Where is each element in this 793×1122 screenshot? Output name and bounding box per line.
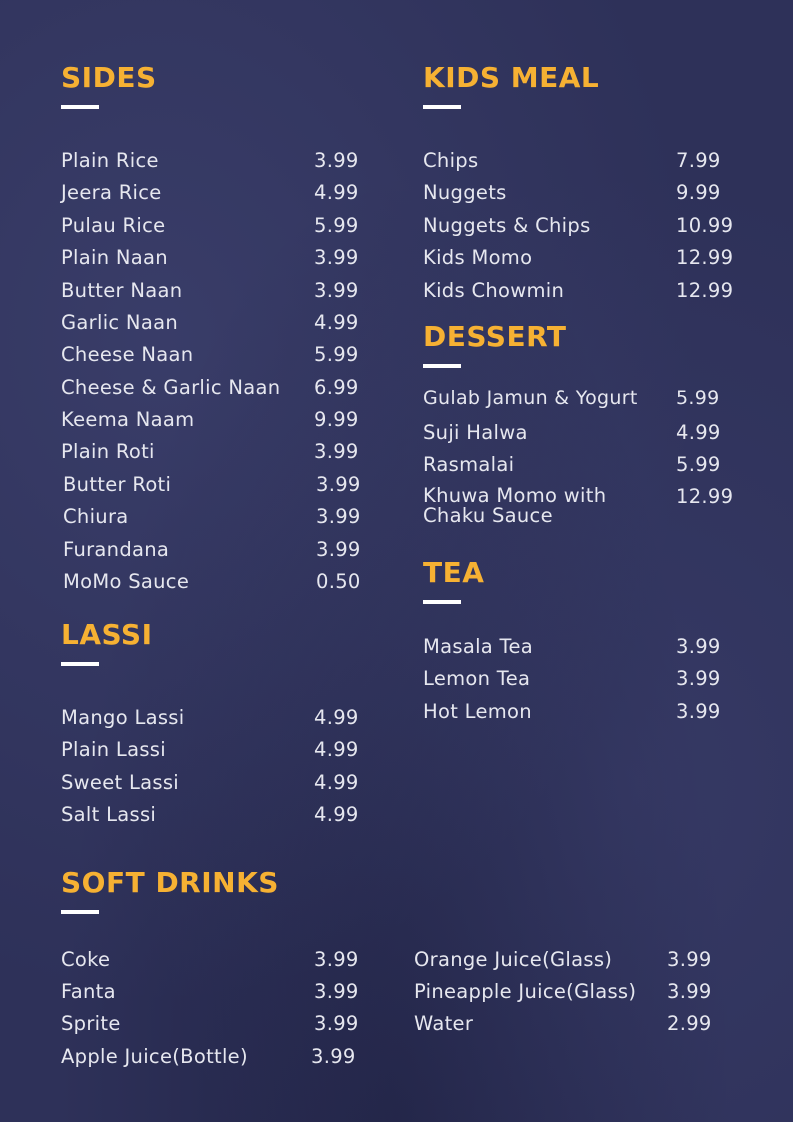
section-kids-meal bbox=[423, 61, 734, 302]
item-name: Sprite bbox=[61, 1012, 121, 1035]
item-name: Cheese Naan bbox=[61, 343, 194, 366]
item-name: Jeera Rice bbox=[61, 181, 162, 204]
item-name: Sweet Lassi bbox=[61, 771, 180, 794]
item-name: Nuggets & Chips bbox=[423, 214, 591, 237]
item-price: 3.99 bbox=[316, 538, 361, 561]
item-price: 5.99 bbox=[314, 214, 359, 237]
item-name: Chips bbox=[423, 149, 479, 172]
title-underline bbox=[61, 662, 99, 666]
item-price: 4.99 bbox=[314, 706, 359, 729]
item-price: 4.99 bbox=[314, 771, 359, 794]
item-price: 3.99 bbox=[316, 473, 361, 496]
section-sides bbox=[61, 61, 361, 593]
item-price: 3.99 bbox=[311, 1045, 356, 1068]
item-name: Keema Naam bbox=[61, 408, 195, 431]
title-underline bbox=[423, 105, 461, 109]
item-price: 3.99 bbox=[676, 700, 721, 723]
section-lassi bbox=[61, 618, 359, 826]
item-price: 3.99 bbox=[314, 948, 359, 971]
section-title: LASSI bbox=[61, 618, 153, 651]
item-price: 10.99 bbox=[676, 214, 734, 237]
item-price: 2.99 bbox=[667, 1012, 712, 1035]
item-name: Orange Juice(Glass) bbox=[414, 948, 613, 971]
item-price: 3.99 bbox=[314, 279, 359, 302]
item-name: Kids Chowmin bbox=[423, 279, 565, 302]
section-tea bbox=[423, 556, 721, 723]
item-name: Fanta bbox=[61, 980, 116, 1003]
section-title: SIDES bbox=[61, 61, 157, 94]
item-price: 7.99 bbox=[676, 149, 721, 172]
item-name: Plain Lassi bbox=[61, 738, 166, 761]
item-price: 4.99 bbox=[314, 181, 359, 204]
item-name: Apple Juice(Bottle) bbox=[61, 1045, 248, 1068]
item-name: Gulab Jamun & Yogurt bbox=[423, 387, 638, 409]
item-name: Butter Roti bbox=[63, 473, 172, 496]
item-name: Plain Rice bbox=[61, 149, 159, 172]
item-price: 3.99 bbox=[314, 149, 359, 172]
item-price: 3.99 bbox=[314, 1012, 359, 1035]
item-name: Rasmalai bbox=[423, 453, 515, 476]
item-price: 12.99 bbox=[676, 246, 734, 269]
item-name: Suji Halwa bbox=[423, 421, 528, 444]
section-dessert bbox=[423, 320, 734, 527]
title-underline bbox=[423, 364, 461, 368]
item-price: 0.50 bbox=[316, 570, 361, 593]
item-price: 3.99 bbox=[314, 440, 359, 463]
item-name: Chiura bbox=[63, 505, 129, 528]
item-name: Hot Lemon bbox=[423, 700, 532, 723]
item-name: MoMo Sauce bbox=[63, 570, 190, 593]
item-price: 5.99 bbox=[314, 343, 359, 366]
item-price: 3.99 bbox=[316, 505, 361, 528]
item-price: 4.99 bbox=[314, 738, 359, 761]
section-title: KIDS MEAL bbox=[423, 61, 600, 94]
item-name: Plain Roti bbox=[61, 440, 155, 463]
item-name: Pineapple Juice(Glass) bbox=[414, 980, 637, 1003]
item-price: 3.99 bbox=[314, 980, 359, 1003]
item-name: Khuwa Momo with Chaku Sauce bbox=[423, 484, 607, 527]
item-price: 12.99 bbox=[676, 279, 734, 302]
item-name: Coke bbox=[61, 948, 111, 971]
item-name: Masala Tea bbox=[423, 635, 533, 658]
item-price: 9.99 bbox=[314, 408, 359, 431]
item-price: 5.99 bbox=[676, 453, 721, 476]
item-name: Lemon Tea bbox=[423, 667, 531, 690]
item-name: Mango Lassi bbox=[61, 706, 185, 729]
item-price: 4.99 bbox=[314, 803, 359, 826]
item-price: 4.99 bbox=[676, 421, 721, 444]
item-name: Salt Lassi bbox=[61, 803, 157, 826]
section-title: TEA bbox=[423, 556, 485, 589]
item-price: 3.99 bbox=[676, 635, 721, 658]
item-price: 3.99 bbox=[667, 948, 712, 971]
item-price: 9.99 bbox=[676, 181, 721, 204]
item-price: 3.99 bbox=[667, 980, 712, 1003]
item-name: Cheese & Garlic Naan bbox=[61, 376, 281, 399]
item-name: Butter Naan bbox=[61, 279, 183, 302]
item-name: Plain Naan bbox=[61, 246, 168, 269]
section-soft-drinks bbox=[61, 866, 712, 1068]
item-name: Pulau Rice bbox=[61, 214, 166, 237]
item-price: 5.99 bbox=[676, 387, 720, 409]
title-underline bbox=[61, 105, 99, 109]
item-price: 3.99 bbox=[676, 667, 721, 690]
item-price: 6.99 bbox=[314, 376, 359, 399]
section-title: DESSERT bbox=[423, 320, 567, 353]
item-name: Kids Momo bbox=[423, 246, 533, 269]
item-price: 12.99 bbox=[676, 485, 734, 508]
title-underline bbox=[423, 600, 461, 604]
item-name: Nuggets bbox=[423, 181, 507, 204]
item-name: Water bbox=[414, 1012, 474, 1035]
item-name: Furandana bbox=[63, 538, 170, 561]
title-underline bbox=[61, 910, 99, 914]
section-title: SOFT DRINKS bbox=[61, 866, 279, 899]
item-price: 4.99 bbox=[314, 311, 359, 334]
item-price: 3.99 bbox=[314, 246, 359, 269]
item-name: Garlic Naan bbox=[61, 311, 178, 334]
